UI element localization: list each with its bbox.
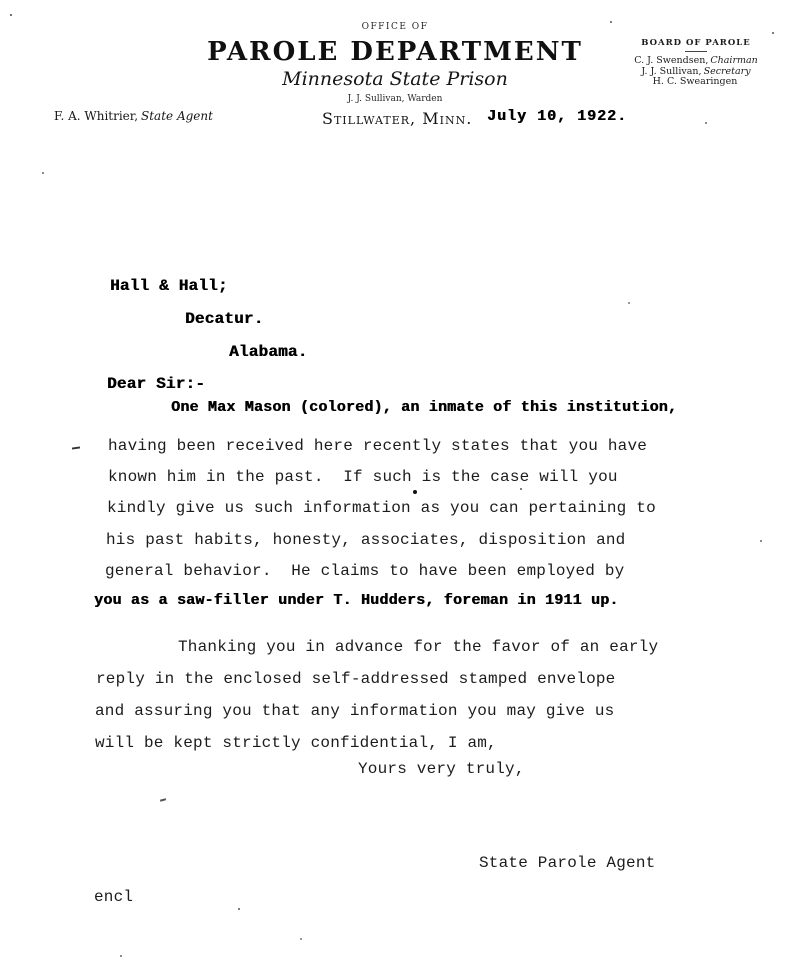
body-line: One Max Mason (colored), an inmate of this institution, xyxy=(171,399,678,416)
body-line: his past habits, honesty, associates, disposition and xyxy=(106,531,626,549)
body-line: known him in the past. If such is the case will you xyxy=(108,468,618,486)
signature-title: State Parole Agent xyxy=(479,854,656,872)
address-line: Alabama. xyxy=(229,343,308,361)
body-line: and assuring you that any information you may give us xyxy=(95,702,615,720)
board-member xyxy=(612,77,780,88)
board-member-name: H. C. Swearingen xyxy=(652,76,738,87)
body-line: kindly give us such information as you can pertaining to xyxy=(107,499,656,517)
scan-dash-mark xyxy=(160,798,166,801)
board-title: BOARD OF PAROLE xyxy=(641,38,751,48)
body-line: general behavior. He claims to have been employed by xyxy=(105,562,625,580)
board-title-rule xyxy=(685,51,707,52)
board-member-name: J. J. Sullivan, xyxy=(641,65,702,77)
state-agent-line xyxy=(54,109,213,123)
state-agent-name: F. A. Whitrier, xyxy=(54,109,139,123)
body-line: will be kept strictly confidential, I am, xyxy=(95,734,497,752)
state-agent-title: State Agent xyxy=(141,109,213,123)
enclosure-note: encl xyxy=(94,888,134,906)
address-line: Decatur. xyxy=(185,310,264,328)
department-title: PAROLE DEPARTMENT xyxy=(207,37,583,67)
place-line: Stillwater, Minn. xyxy=(322,109,473,128)
body-line: you as a saw-filler under T. Hudders, foreman in 1911 up. xyxy=(94,592,619,609)
board-member-title: Secretary xyxy=(703,65,751,77)
scan-speckles xyxy=(0,0,2,2)
board-member-title: Chairman xyxy=(710,55,758,66)
warden-line: J. J. Sullivan, Warden xyxy=(347,94,443,104)
body-line: having been received here recently states that you have xyxy=(108,437,648,455)
scan-dash-mark xyxy=(72,446,80,449)
office-of-label: OFFICE OF xyxy=(361,22,429,32)
board-member-name: C. J. Swendsen, xyxy=(634,55,709,66)
scan-ink-dot xyxy=(413,490,417,494)
board-of-parole-block xyxy=(612,38,780,88)
address-line: Hall & Hall; xyxy=(110,277,228,295)
date-line: July 10, 1922. xyxy=(487,108,628,125)
institution-name: Minnesota State Prison xyxy=(282,68,508,90)
body-line: Thanking you in advance for the favor of an early xyxy=(178,638,659,656)
body-line: reply in the enclosed self-addressed stamped envelope xyxy=(96,670,616,688)
closing-line: Yours very truly, xyxy=(358,760,525,778)
salutation: Dear Sir:- xyxy=(107,375,206,393)
